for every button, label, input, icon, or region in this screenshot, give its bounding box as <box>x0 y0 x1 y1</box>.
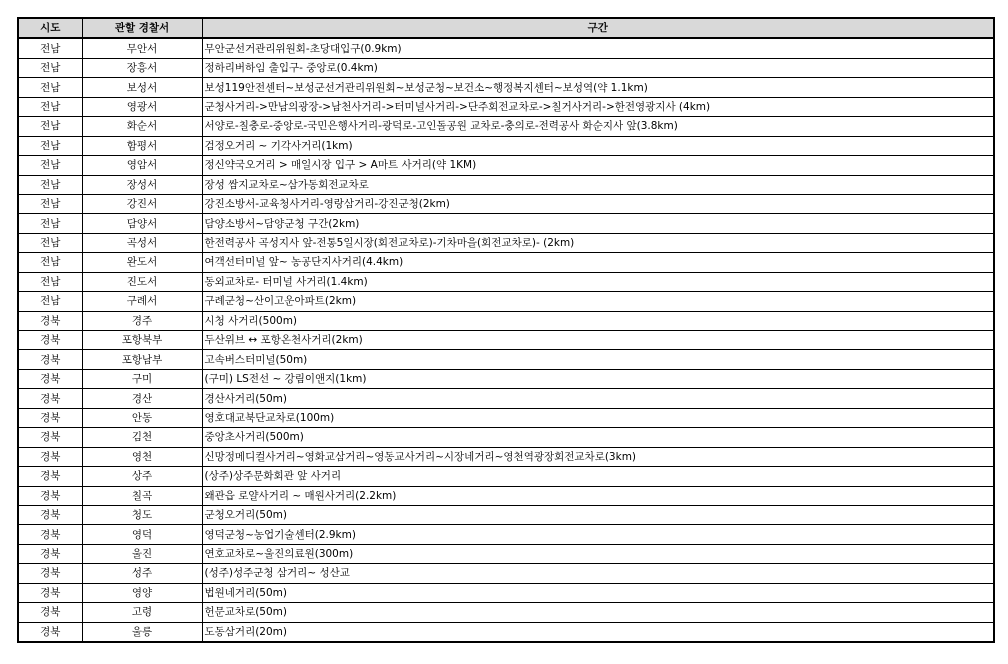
cell-police-station[interactable]: 울릉 <box>82 622 202 642</box>
cell-police-station[interactable]: 영광서 <box>82 97 202 116</box>
table-row <box>18 389 994 408</box>
cell-region[interactable]: 전남 <box>18 292 82 311</box>
table-row <box>18 564 994 583</box>
table-row <box>18 311 994 330</box>
cell-section[interactable]: 도동삼거리(20m) <box>202 622 994 642</box>
cell-region[interactable]: 경북 <box>18 467 82 486</box>
cell-section[interactable]: 연호교차로~울진의료원(300m) <box>202 544 994 563</box>
table-row <box>18 292 994 311</box>
cell-police-station[interactable]: 장흥서 <box>82 58 202 77</box>
cell-region[interactable]: 경북 <box>18 350 82 369</box>
cell-section[interactable]: 군청사거리->만남의광장->남천사거리->터미널사거리->단주회전교차로->칠거사거리->한전영광지사 (4km) <box>202 97 994 116</box>
table-body <box>18 38 994 642</box>
cell-police-station[interactable]: 상주 <box>82 467 202 486</box>
cell-police-station[interactable]: 담양서 <box>82 214 202 233</box>
cell-police-station[interactable]: 경주 <box>82 311 202 330</box>
cell-police-station[interactable]: 고령 <box>82 603 202 622</box>
table-row <box>18 369 994 388</box>
cell-region[interactable]: 전남 <box>18 97 82 116</box>
cell-police-station[interactable]: 영암서 <box>82 156 202 175</box>
table-row <box>18 58 994 77</box>
table-row <box>18 38 994 58</box>
cell-police-station[interactable]: 영덕 <box>82 525 202 544</box>
table-row <box>18 408 994 427</box>
cell-section[interactable]: 영덕군청~농업기술센터(2.9km) <box>202 525 994 544</box>
cell-police-station[interactable]: 울진 <box>82 544 202 563</box>
cell-section[interactable]: 장성 쌈지교차로~삼가동회전교차로 <box>202 175 994 194</box>
table-row <box>18 194 994 213</box>
cell-region[interactable]: 전남 <box>18 58 82 77</box>
cell-police-station[interactable]: 진도서 <box>82 272 202 291</box>
cell-section[interactable]: 법원네거리(50m) <box>202 583 994 602</box>
table-row <box>18 583 994 602</box>
cell-region[interactable]: 전남 <box>18 233 82 252</box>
table-row <box>18 175 994 194</box>
cell-police-station[interactable]: 곡성서 <box>82 233 202 252</box>
cell-section[interactable]: 한전력공사 곡성지사 앞-전통5일시장(회전교차로)-기차마을(회전교차로)- (2km) <box>202 233 994 252</box>
table-row <box>18 467 994 486</box>
table-row <box>18 525 994 544</box>
table-row <box>18 233 994 252</box>
cell-police-station[interactable]: 김천 <box>82 428 202 447</box>
table-row <box>18 272 994 291</box>
cell-section[interactable]: 영호대교북단교차로(100m) <box>202 408 994 427</box>
cell-police-station[interactable]: 포항남부 <box>82 350 202 369</box>
table-row <box>18 603 994 622</box>
cell-section[interactable]: 무안군선거관리위원회-초당대입구(0.9km) <box>202 38 994 58</box>
cell-section[interactable]: 여객선터미널 앞~ 농공단지사거리(4.4km) <box>202 253 994 272</box>
table-row <box>18 156 994 175</box>
cell-section[interactable]: 서양로-칠충로-중앙로-국민은행사거리-광덕로-고인돌공원 교차로-충의로-전력공사 화순지사 앞(3.8km) <box>202 117 994 136</box>
table-row <box>18 117 994 136</box>
header-cell-police-station: 관할 경찰서 <box>82 18 202 38</box>
cell-section[interactable]: 보성119안전센터~보성군선거관리위원회~보성군청~보건소~행정복지센터~보성역(약 1.1km) <box>202 78 994 97</box>
table-row <box>18 505 994 524</box>
cell-section[interactable]: 동외교차로- 터미널 사거리(1.4km) <box>202 272 994 291</box>
cell-region[interactable]: 경북 <box>18 486 82 505</box>
table-row <box>18 78 994 97</box>
cell-section[interactable]: 고속버스터미널(50m) <box>202 350 994 369</box>
cell-police-station[interactable]: 완도서 <box>82 253 202 272</box>
table-row <box>18 350 994 369</box>
table-row <box>18 97 994 116</box>
header-cell-section: 구간 <box>202 18 994 38</box>
cell-police-station[interactable]: 함평서 <box>82 136 202 155</box>
cell-section[interactable]: 헌문교차로(50m) <box>202 603 994 622</box>
cell-region[interactable]: 경북 <box>18 564 82 583</box>
cell-police-station[interactable]: 포항북부 <box>82 331 202 350</box>
cell-section[interactable]: (구미) LS전선 ~ 강림이앤지(1km) <box>202 369 994 388</box>
cell-region[interactable]: 전남 <box>18 38 82 58</box>
table-row <box>18 544 994 563</box>
cell-police-station[interactable]: 영양 <box>82 583 202 602</box>
cell-section[interactable]: (성주)성주군청 삼거리~ 성산교 <box>202 564 994 583</box>
header-cell-region: 시도 <box>18 18 82 38</box>
cell-police-station[interactable]: 보성서 <box>82 78 202 97</box>
table-row <box>18 253 994 272</box>
table-row <box>18 622 994 642</box>
cell-region[interactable]: 경북 <box>18 622 82 642</box>
table-row <box>18 331 994 350</box>
cell-region[interactable]: 경북 <box>18 428 82 447</box>
cell-section[interactable]: 구례군청~산이고운아파트(2km) <box>202 292 994 311</box>
cell-section[interactable]: 중앙초사거리(500m) <box>202 428 994 447</box>
cell-police-station[interactable]: 강진서 <box>82 194 202 213</box>
cell-police-station[interactable]: 칠곡 <box>82 486 202 505</box>
cell-section[interactable]: 신망정메디컬사거리~영화교삼거리~영동교사거리~시장네거리~영천역광장회전교차로(3km) <box>202 447 994 466</box>
cell-region[interactable]: 경북 <box>18 389 82 408</box>
cell-police-station[interactable]: 구미 <box>82 369 202 388</box>
cell-police-station[interactable]: 경산 <box>82 389 202 408</box>
cell-police-station[interactable]: 구례서 <box>82 292 202 311</box>
cell-region[interactable]: 전남 <box>18 78 82 97</box>
cell-section[interactable]: (상주)상주문화회관 앞 사거리 <box>202 467 994 486</box>
spreadsheet-area <box>17 17 993 643</box>
cell-region[interactable]: 경북 <box>18 544 82 563</box>
cell-section[interactable]: 경산사거리(50m) <box>202 389 994 408</box>
cell-section[interactable]: 군청오거리(50m) <box>202 505 994 524</box>
table-header <box>18 18 994 38</box>
cell-section[interactable]: 시청 사거리(500m) <box>202 311 994 330</box>
cell-section[interactable]: 왜관읍 로얄사거리 ~ 매원사거리(2.2km) <box>202 486 994 505</box>
cell-police-station[interactable]: 청도 <box>82 505 202 524</box>
cell-region[interactable]: 전남 <box>18 194 82 213</box>
cell-region[interactable]: 경북 <box>18 331 82 350</box>
table-row <box>18 136 994 155</box>
police-jurisdiction-table <box>17 17 995 643</box>
cell-region[interactable]: 경북 <box>18 447 82 466</box>
table-row <box>18 428 994 447</box>
header-row <box>18 18 994 38</box>
cell-region[interactable]: 전남 <box>18 272 82 291</box>
cell-police-station[interactable]: 장성서 <box>82 175 202 194</box>
cell-region[interactable]: 전남 <box>18 253 82 272</box>
cell-region[interactable]: 경북 <box>18 583 82 602</box>
cell-section[interactable]: 정하리버하임 출입구- 중앙로(0.4km) <box>202 58 994 77</box>
cell-police-station[interactable]: 안동 <box>82 408 202 427</box>
cell-section[interactable]: 담양소방서~담양군청 구간(2km) <box>202 214 994 233</box>
cell-region[interactable]: 전남 <box>18 175 82 194</box>
cell-police-station[interactable]: 영천 <box>82 447 202 466</box>
cell-section[interactable]: 강진소방서-교육청사거리-영랑삼거리-강진군청(2km) <box>202 194 994 213</box>
cell-region[interactable]: 전남 <box>18 117 82 136</box>
cell-police-station[interactable]: 성주 <box>82 564 202 583</box>
cell-region[interactable]: 경북 <box>18 603 82 622</box>
cell-region[interactable]: 경북 <box>18 525 82 544</box>
cell-police-station[interactable]: 무안서 <box>82 38 202 58</box>
cell-section[interactable]: 정신약국오거리 > 매일시장 입구 > A마트 사거리(약 1KM) <box>202 156 994 175</box>
cell-region[interactable]: 경북 <box>18 369 82 388</box>
table-row <box>18 214 994 233</box>
cell-region[interactable]: 경북 <box>18 505 82 524</box>
table-row <box>18 486 994 505</box>
cell-section[interactable]: 검정오거리 ~ 기각사거리(1km) <box>202 136 994 155</box>
cell-region[interactable]: 경북 <box>18 311 82 330</box>
cell-region[interactable]: 전남 <box>18 136 82 155</box>
table-row <box>18 447 994 466</box>
cell-region[interactable]: 경북 <box>18 408 82 427</box>
cell-region[interactable]: 전남 <box>18 156 82 175</box>
cell-region[interactable]: 전남 <box>18 214 82 233</box>
cell-police-station[interactable]: 화순서 <box>82 117 202 136</box>
cell-section[interactable]: 두산위브 ↔ 포항온천사거리(2km) <box>202 331 994 350</box>
